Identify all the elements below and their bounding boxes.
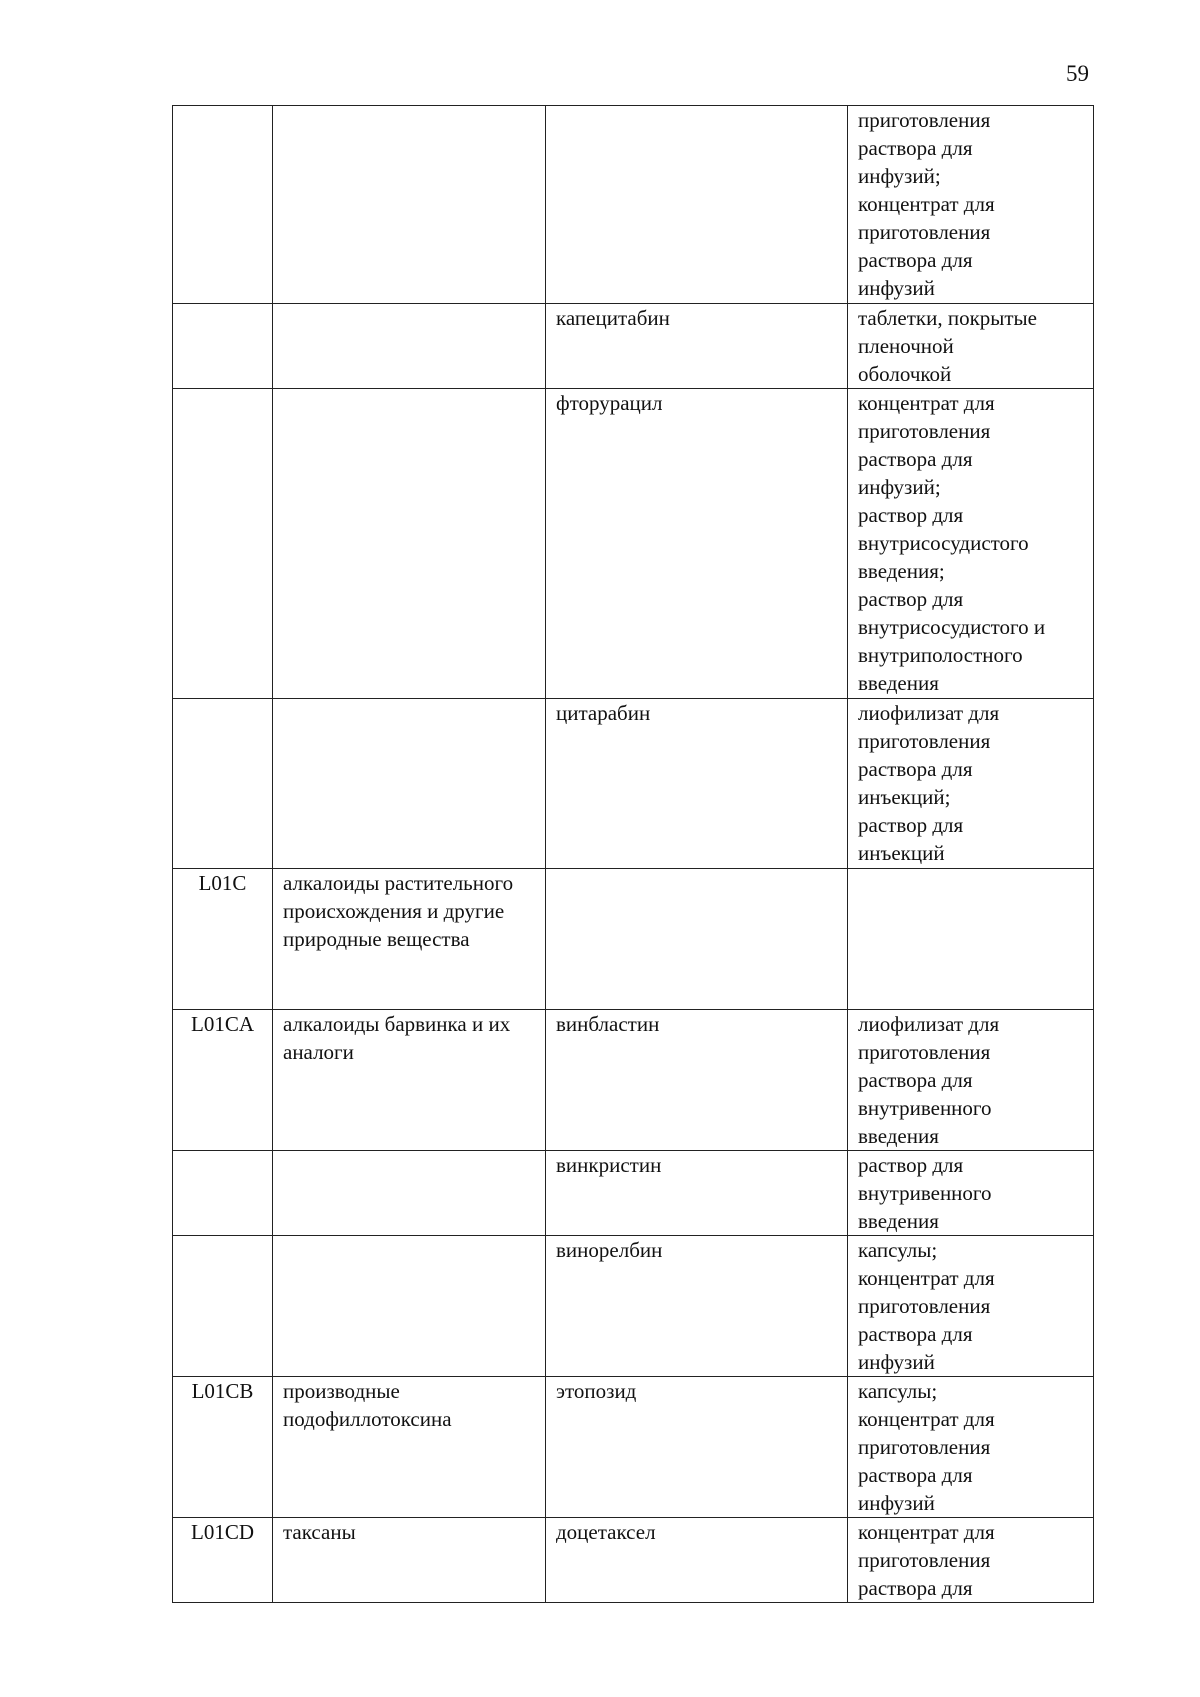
- dosage-form-line: инфузий;: [858, 475, 941, 499]
- dosage-form-line: внутрисосудистого: [858, 531, 1029, 555]
- group-name-cell: [273, 389, 546, 699]
- dosage-form-line: приготовления: [858, 1294, 991, 1318]
- dosage-form-cell: [848, 1236, 1094, 1377]
- dosage-form-line: инъекций: [858, 841, 945, 865]
- dosage-form-line: раствора для: [858, 447, 973, 471]
- dosage-form-line: лиофилизат для: [858, 1012, 1000, 1036]
- dosage-form-line: концентрат для: [858, 1266, 995, 1290]
- dosage-form-line: раствора для: [858, 1576, 973, 1600]
- dosage-form-line: внутрисосудистого и: [858, 615, 1046, 639]
- drug-name-cell: цитарабин: [546, 699, 848, 869]
- dosage-form-line: концентрат для: [858, 1520, 995, 1544]
- dosage-form-line: инфузий;: [858, 164, 941, 188]
- dosage-form-cell: [848, 699, 1094, 869]
- table-row: [173, 1377, 1094, 1518]
- dosage-form-line: приготовления: [858, 729, 991, 753]
- dosage-form-line: раствора для: [858, 248, 973, 272]
- dosage-form-line: оболочкой: [858, 362, 952, 386]
- dosage-form-line: концентрат для: [858, 1407, 995, 1431]
- dosage-form-line: внутривенного: [858, 1096, 992, 1120]
- dosage-form-line: приготовления: [858, 108, 991, 132]
- dosage-form-line: лиофилизат для: [858, 701, 1000, 725]
- drug-name-cell: фторурацил: [546, 389, 848, 699]
- dosage-form-cell: [848, 1151, 1094, 1236]
- dosage-form-line: введения: [858, 671, 939, 695]
- group-name-text: алкалоиды барвинка и их аналоги: [283, 1012, 511, 1064]
- dosage-form-cell: [848, 304, 1094, 389]
- drug-name-cell: винбластин: [546, 1010, 848, 1151]
- table-row: [173, 389, 1094, 699]
- dosage-form-line: раствор для: [858, 813, 964, 837]
- group-name-cell: [273, 869, 546, 1010]
- dosage-form-cell: [848, 869, 1094, 1010]
- dosage-form-cell: [848, 1010, 1094, 1151]
- dosage-form-line: капсулы;: [858, 1379, 938, 1403]
- table-row: [173, 1010, 1094, 1151]
- table-row: [173, 1151, 1094, 1236]
- group-name-cell: [273, 1377, 546, 1518]
- dosage-form-line: раствор для: [858, 587, 964, 611]
- dosage-form-line: введения: [858, 1209, 939, 1233]
- dosage-form-line: раствор для: [858, 503, 964, 527]
- drug-name-cell: [546, 869, 848, 1010]
- dosage-form-line: капсулы;: [858, 1238, 938, 1262]
- dosage-form-line: внутривенного: [858, 1181, 992, 1205]
- dosage-form-line: раствора для: [858, 1463, 973, 1487]
- dosage-form-line: раствора для: [858, 1322, 973, 1346]
- group-name-text: производные подофиллотоксина: [283, 1379, 452, 1431]
- atc-code-cell: [173, 699, 273, 869]
- dosage-form-line: инфузий: [858, 1491, 935, 1515]
- dosage-form-line: приготовления: [858, 1435, 991, 1459]
- dosage-form-line: введения: [858, 1124, 939, 1148]
- dosage-form-line: раствор для: [858, 1153, 964, 1177]
- dosage-form-cell: [848, 1377, 1094, 1518]
- group-name-cell: [273, 1151, 546, 1236]
- dosage-form-line: введения;: [858, 559, 945, 583]
- table-row: [173, 869, 1094, 1010]
- group-name-cell: [273, 1236, 546, 1377]
- table-row: [173, 1518, 1094, 1603]
- drug-name-cell: винорелбин: [546, 1236, 848, 1377]
- atc-code-cell: L01CA: [173, 1010, 273, 1151]
- dosage-form-line: раствора для: [858, 1068, 973, 1092]
- table-row: [173, 699, 1094, 869]
- group-name-cell: таксаны: [273, 1518, 546, 1603]
- group-name-text: алкалоиды растительного происхождения и другие природные вещества: [283, 871, 514, 951]
- dosage-form-line: пленочной: [858, 334, 954, 358]
- dosage-form-cell: [848, 389, 1094, 699]
- dosage-form-line: раствора для: [858, 136, 973, 160]
- page-number: 59: [1066, 61, 1089, 86]
- atc-code-cell: L01CB: [173, 1377, 273, 1518]
- dosage-form-line: инъекций;: [858, 785, 951, 809]
- dosage-form-cell: [848, 106, 1094, 304]
- dosage-form-line: внутриполостного: [858, 643, 1023, 667]
- drug-name-cell: винкристин: [546, 1151, 848, 1236]
- atc-code-cell: [173, 304, 273, 389]
- table-row: [173, 106, 1094, 304]
- dosage-form-line: приготовления: [858, 1548, 991, 1572]
- table-row: [173, 304, 1094, 389]
- atc-code-cell: [173, 106, 273, 304]
- drug-name-cell: доцетаксел: [546, 1518, 848, 1603]
- dosage-form-line: инфузий: [858, 276, 935, 300]
- table-row: [173, 1236, 1094, 1377]
- group-name-cell: [273, 1010, 546, 1151]
- drug-table-body: [173, 106, 1094, 1603]
- drug-name-cell: этопозид: [546, 1377, 848, 1518]
- dosage-form-line: концентрат для: [858, 192, 995, 216]
- group-name-cell: [273, 106, 546, 304]
- atc-code-cell: L01CD: [173, 1518, 273, 1603]
- drug-table: [172, 105, 1094, 1603]
- dosage-form-line: концентрат для: [858, 391, 995, 415]
- dosage-form-cell: [848, 1518, 1094, 1603]
- dosage-form-line: инфузий: [858, 1350, 935, 1374]
- atc-code-cell: [173, 389, 273, 699]
- dosage-form-line: приготовления: [858, 1040, 991, 1064]
- atc-code-cell: [173, 1151, 273, 1236]
- drug-name-cell: [546, 106, 848, 304]
- drug-name-cell: капецитабин: [546, 304, 848, 389]
- atc-code-cell: L01C: [173, 869, 273, 1010]
- atc-code-cell: [173, 1236, 273, 1377]
- dosage-form-line: приготовления: [858, 220, 991, 244]
- dosage-form-line: таблетки, покрытые: [858, 306, 1037, 330]
- group-name-cell: [273, 304, 546, 389]
- dosage-form-line: приготовления: [858, 419, 991, 443]
- dosage-form-line: раствора для: [858, 757, 973, 781]
- group-name-cell: [273, 699, 546, 869]
